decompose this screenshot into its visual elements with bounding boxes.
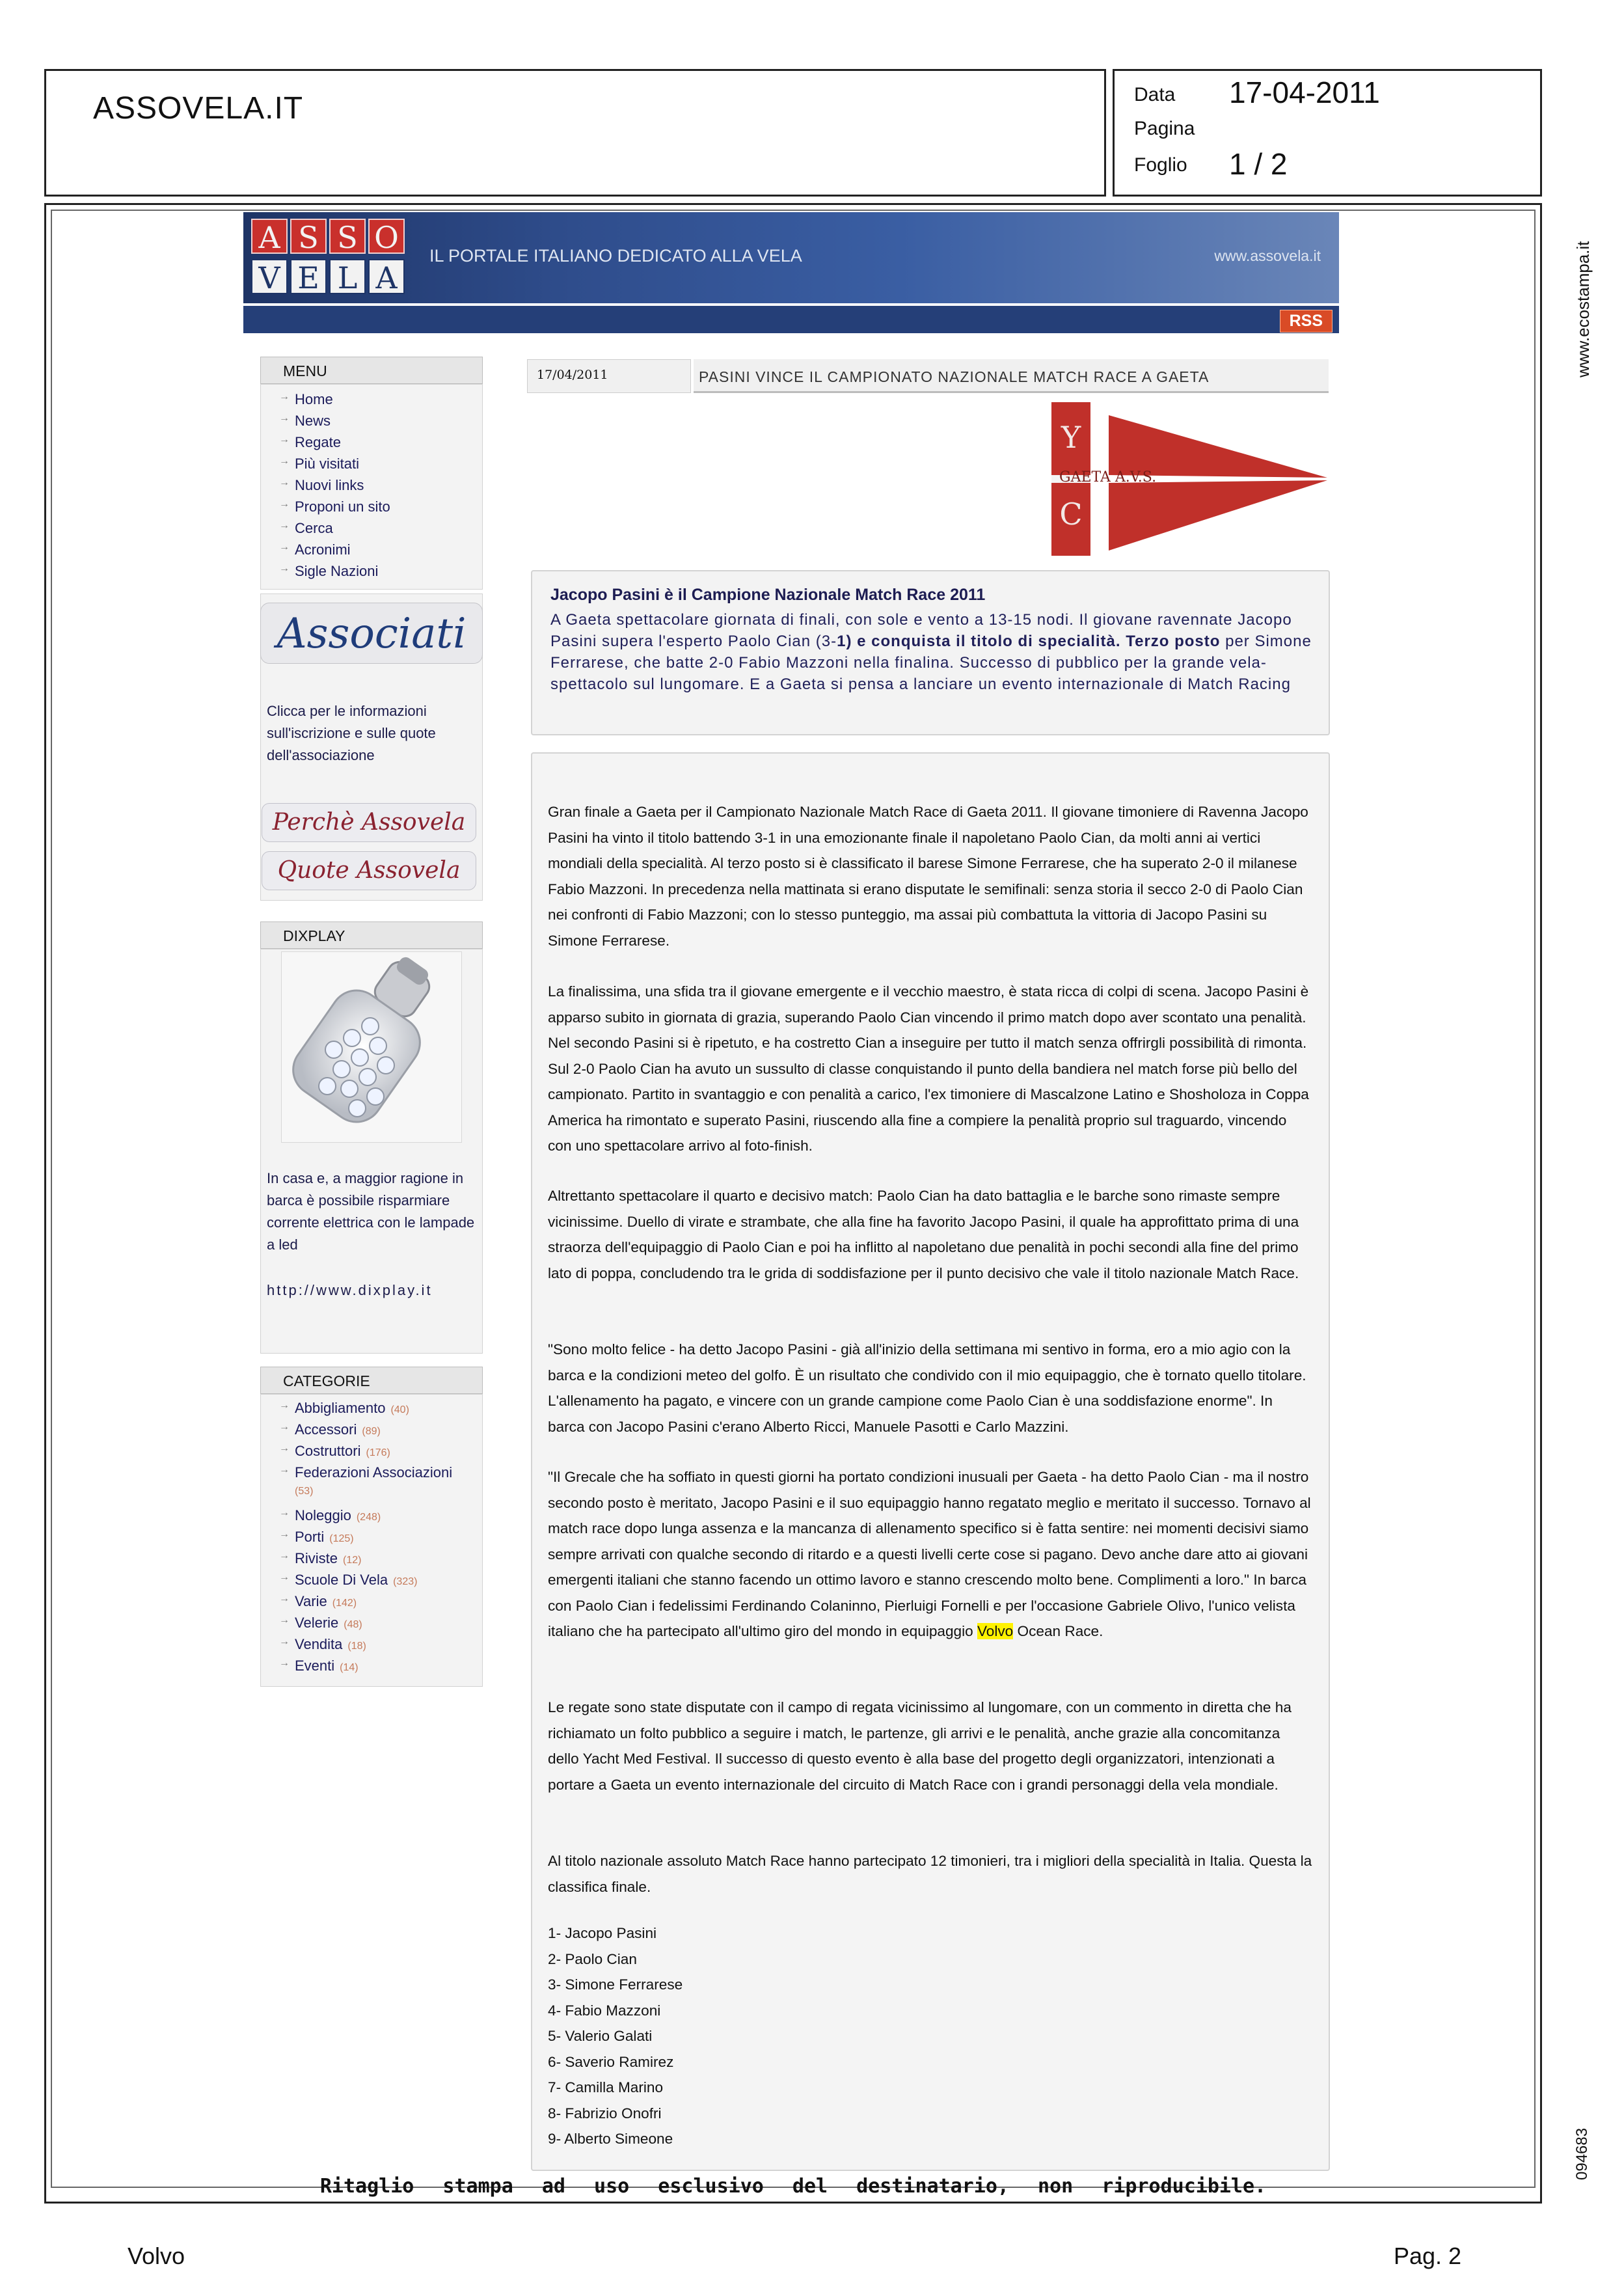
category-item[interactable]: → Abbigliamento (40) bbox=[295, 1400, 409, 1417]
article-paragraph: Altrettanto spettacolare il quarto e decisivo match: Paolo Cian ha dato battaglia e le barche sono rimaste sempre vicinissime. Duello di virate e strambate, che alla fine ha favorito Jacopo Pasini, il quale ha approfittato prima di una straorza dell'equipaggio di Paolo Cian e poi ha inflitto al napoletano due penalità in pochi secondi alla fine del primo lato di poppa, concludendo tra le grida di soddisfazione per il punto decisivo che vale il titolo nazionale Match Race. bbox=[548, 1188, 1299, 1281]
article-paragraph: Al titolo nazionale assoluto Match Race hanno partecipato 12 timonieri, tra i migliori della specialità in Italia. Questa la classifica finale. bbox=[548, 1853, 1312, 1895]
ranking-item: 5- Valerio Galati bbox=[548, 2028, 653, 2044]
summary-body: A Gaeta spettacolare giornata di finali, con sole e vento a 13-15 nodi. Il giovane ravennate Jacopo Pasini supera l'esperto Paolo Cian (3-1) e conquista il titolo di specialità. Terzo posto per Simone Ferrarese, che batte 2-0 Fabio Mazzoni nella finalina. Successo di pubblico per la grande vela-spettacolo sul lungomare. E a Gaeta si pensa a lanciare un evento internazionale di Match Racing bbox=[550, 611, 1312, 693]
footer-page: Pag. 2 bbox=[1394, 2243, 1462, 2269]
logo-letter-y: Y bbox=[1061, 420, 1081, 455]
clipping-date: 17-04-2011 bbox=[1229, 75, 1380, 109]
categories-title: CATEGORIE bbox=[260, 1367, 483, 1394]
menu-item-proponi-sito[interactable]: → Proponi un sito bbox=[295, 498, 390, 515]
category-item[interactable]: → Eventi (14) bbox=[295, 1658, 359, 1674]
category-item[interactable]: → Noleggio (248) bbox=[295, 1507, 381, 1524]
logo-letter: E bbox=[290, 259, 327, 294]
article-paragraph: "Il Grecale che ha soffiato in questi giorni ha portato condizioni inusuali per Gaeta - ha detto Paolo Cian - ma il nostro secondo posto è meritato, Jacopo Pasini e il suo equipaggio hanno regatato meglio e meritato il successo. Tornavo al match race dopo lunga assenza e la mancanza di allenamento specifico si è fatta sentire: nei momenti decisivi siamo sempre arrivati con qualche secondo di ritardo e a questi livelli certe cose si pagano. Devo anche dare atto ai giovani emergenti italiani che stanno facendo un ottimo lavoro e stanno crescendo molto bene. Complimenti a loro." In barca con Paolo Cian i fedelissimi Ferdinando Colaninno, Pierluigi Fornelli e per l'occasione Gabriele Olivo, l'unico velista italiano che ha partecipato all'ultimo giro del mondo in equipaggio Volvo Ocean Race. bbox=[548, 1469, 1311, 1639]
rss-button[interactable]: RSS bbox=[1280, 310, 1333, 333]
clipping-header bbox=[44, 69, 1106, 197]
category-item[interactable]: → Accessori (89) bbox=[295, 1421, 381, 1438]
perche-assovela-button[interactable]: Perchè Assovela bbox=[262, 803, 476, 842]
ranking-item: 3- Simone Ferrarese bbox=[548, 1976, 683, 1993]
menu-item-sigle-nazioni[interactable]: → Sigle Nazioni bbox=[295, 563, 378, 580]
publication-name: ASSOVELA.IT bbox=[93, 91, 304, 126]
disclaimer: Ritaglio stampa ad uso esclusivo del destinatario, non riproducibile. bbox=[319, 2175, 1267, 2198]
yacht-club-logo bbox=[1046, 397, 1333, 560]
logo-letter-c: C bbox=[1059, 497, 1083, 532]
category-item[interactable]: → Riviste (12) bbox=[295, 1550, 361, 1567]
logo-letter: A bbox=[368, 259, 405, 294]
article-date: 17/04/2011 bbox=[527, 359, 691, 393]
article-paragraph: La finalissima, una sfida tra il giovane emergente e il vecchio maestro, è stata ricca di colpi di scena. Jacopo Pasini è apparso subito in giornata di grazia, superando Paolo Cian vincendo il primo match dopo aver scontato una penalità. Nel secondo Pasini si è ripetuto, e ha costretto Cian a inseguire per tutto il match senza offrirgli possibilità di rimonta. Sul 2-0 Paolo Cian ha avuto un sussulto di classe conquistando il punto della bandiera nel match forse più bello del campionato. Partito in svantaggio e con penalità a carico, l'ex timoniere di Mascalzone Latino e Shosholoza in Coppa America ha rimontato e superato Pasini, riuscendo alla fine a compiere la penalità proprio sul traguardo, vincendo con uno spettacolare arrivo al foto-finish. bbox=[548, 983, 1309, 1154]
logo-letter: O bbox=[368, 219, 405, 254]
logo-letter: V bbox=[251, 259, 288, 294]
menu-item-home[interactable]: → Home bbox=[295, 391, 333, 408]
ranking-item: 2- Paolo Cian bbox=[548, 1951, 637, 1967]
foglio-value: 1 / 2 bbox=[1229, 147, 1288, 181]
associati-button[interactable]: Associati bbox=[260, 603, 483, 664]
logo-letter: S bbox=[290, 219, 327, 254]
led-lamp-image[interactable] bbox=[281, 951, 462, 1143]
article-headline[interactable]: PASINI VINCE IL CAMPIONATO NAZIONALE MATCH RACE A GAETA bbox=[694, 359, 1329, 393]
category-item[interactable]: → Varie (142) bbox=[295, 1593, 357, 1610]
menu-item-nuovi-links[interactable]: → Nuovi links bbox=[295, 477, 364, 494]
logo-letter: A bbox=[251, 219, 288, 254]
data-label: Data bbox=[1134, 84, 1176, 105]
clipping-meta bbox=[1113, 69, 1542, 197]
dixplay-link[interactable]: http://www.dixplay.it bbox=[267, 1282, 433, 1298]
footer-keyword: Volvo bbox=[128, 2243, 185, 2269]
site-tagline: IL PORTALE ITALIANO DEDICATO ALLA VELA bbox=[429, 246, 802, 266]
highlighted-keyword: Volvo bbox=[977, 1623, 1014, 1639]
category-item[interactable]: → Costruttori (176) bbox=[295, 1443, 390, 1460]
menu-item-cerca[interactable]: → Cerca bbox=[295, 520, 333, 537]
summary-title: Jacopo Pasini è il Campione Nazionale Match Race 2011 bbox=[550, 586, 986, 604]
yacht-club-pennant-icon bbox=[1046, 397, 1333, 560]
logo-letter: S bbox=[329, 219, 366, 254]
article-paragraph: "Sono molto felice - ha detto Jacopo Pasini - già all'inizio della settimana mi sentivo in forma, ero a mio agio con la barca e la condizioni meteo del golfo. È un risultato che condivido con il mio equipaggio, che è tornato quello titolare. L'allenamento ha pagato, e vincere con un grande campione come Paolo Cian è una soddisfazione enorme". In barca con Jacopo Pasini c'erano Alberto Ricci, Manuele Pasotti e Carlo Mazzini. bbox=[548, 1341, 1306, 1435]
site-navbar bbox=[243, 306, 1339, 333]
ranking-item: 8- Fabrizio Onofri bbox=[548, 2105, 662, 2122]
clipping-code bbox=[1554, 2115, 1593, 2187]
category-item[interactable]: → Vendita (18) bbox=[295, 1636, 366, 1653]
menu-item-news[interactable]: → News bbox=[295, 413, 331, 430]
menu-item-acronimi[interactable]: → Acronimi bbox=[295, 541, 351, 558]
foglio-label: Foglio bbox=[1134, 154, 1187, 176]
article-paragraph: Le regate sono state disputate con il campo di regata vicinissimo al lungomare, con un commento in diretta che ha richiamato un folto pubblico a seguire i match, le partenze, gli arrivi e le penalità, anche grazie alla concomitanza dello Yacht Med Festival. Il successo di questo evento è alla base del progetto degli organizzatori, intenzionati a portare a Gaeta un evento internazionale del circuito di Match Race con i grandi personaggi della vela mondiale. bbox=[548, 1699, 1292, 1793]
ranking-item: 6- Saverio Ramirez bbox=[548, 2054, 674, 2070]
dixplay-title: DIXPLAY bbox=[260, 921, 483, 949]
led-lamp-icon bbox=[282, 952, 461, 1142]
dixplay-text: In casa e, a maggior ragione in barca è possibile risparmiare corrente elettrica con le lampade a led bbox=[267, 1170, 475, 1253]
source-label bbox=[1554, 221, 1593, 390]
article-body bbox=[531, 752, 1330, 2171]
categories-panel bbox=[260, 1394, 483, 1687]
logo-text: GAETA A.V.S. bbox=[1059, 469, 1157, 485]
menu-item-regate[interactable]: → Regate bbox=[295, 434, 341, 451]
ranking-item: 9- Alberto Simeone bbox=[548, 2131, 673, 2147]
category-item[interactable]: → Scuole Di Vela (323) bbox=[295, 1572, 417, 1589]
clipping-code-text: 094683 bbox=[1573, 2127, 1591, 2180]
menu-panel bbox=[260, 384, 483, 590]
menu-item-piu-visitati[interactable]: → Più visitati bbox=[295, 456, 359, 472]
ranking-item: 7- Camilla Marino bbox=[548, 2079, 664, 2095]
site-url[interactable]: www.assovela.it bbox=[1214, 247, 1321, 264]
ranking-item: 4- Fabio Mazzoni bbox=[548, 2002, 661, 2019]
category-item[interactable]: → Velerie (48) bbox=[295, 1615, 362, 1631]
quote-assovela-button[interactable]: Quote Assovela bbox=[262, 851, 476, 890]
site-banner bbox=[243, 212, 1339, 303]
pagina-label: Pagina bbox=[1134, 118, 1195, 139]
source-text: www.ecostampa.it bbox=[1573, 241, 1593, 377]
category-item[interactable]: → Porti (125) bbox=[295, 1529, 354, 1546]
associati-text: Clicca per le informazioni sull'iscrizione e sulle quote dell'associazione bbox=[267, 703, 436, 763]
article-summary bbox=[531, 570, 1330, 735]
category-item[interactable]: → Federazioni Associazioni (53) bbox=[295, 1464, 452, 1498]
logo-letter: L bbox=[329, 259, 366, 294]
menu-title: MENU bbox=[260, 357, 483, 384]
ranking-item: 1- Jacopo Pasini bbox=[548, 1925, 657, 1941]
article-paragraph: Gran finale a Gaeta per il Campionato Nazionale Match Race di Gaeta 2011. Il giovane timoniere di Ravenna Jacopo Pasini ha vinto il titolo battendo 3-1 in una emozionante finale il napoletano Paolo Cian, da molti anni ai vertici mondiali della specialità. Al terzo posto si è classificato il barese Simone Ferrarese, che ha superato 2-0 il milanese Fabio Mazzoni. In precedenza nella mattinata si erano disputate le semifinali: senza storia il secco 2-0 di Paolo Cian nei confronti di Fabio Mazzoni; con lo stesso punteggio, ma assai più combattuta la vittoria di Jacopo Pasini su Simone Ferrarese. bbox=[548, 804, 1308, 949]
